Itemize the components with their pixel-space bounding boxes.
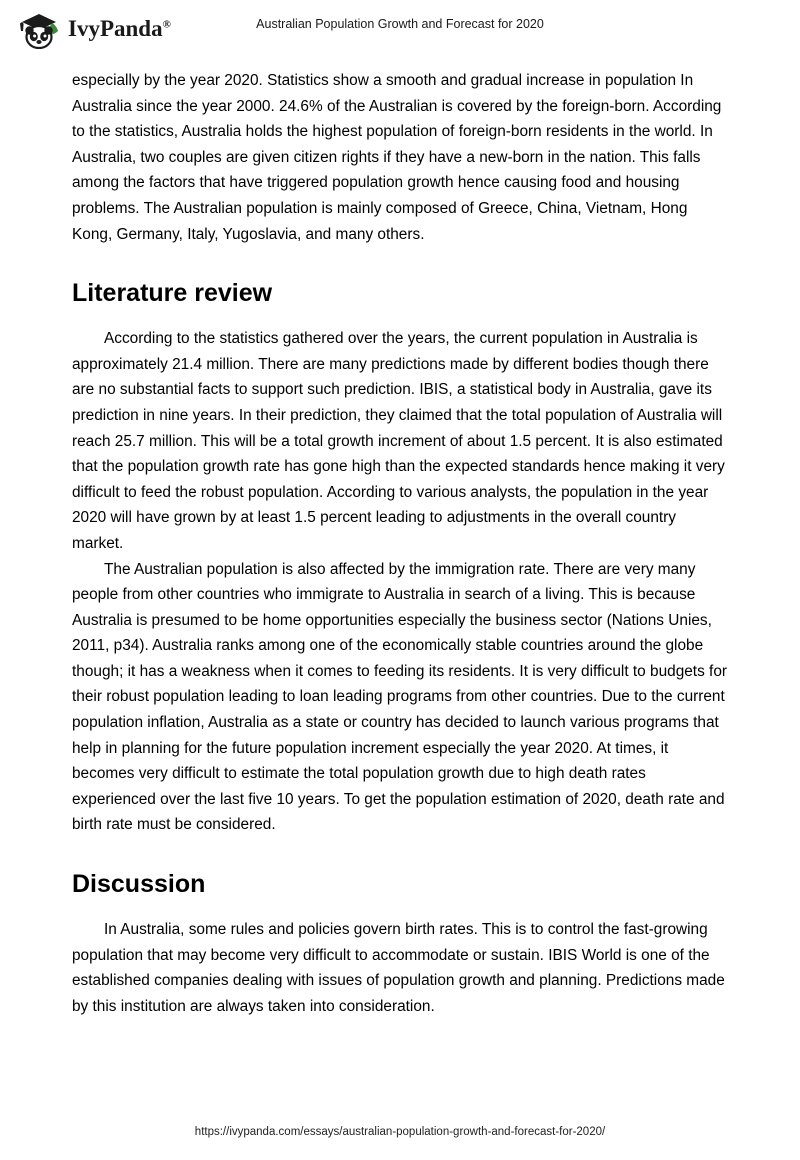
heading-literature-review: Literature review bbox=[72, 279, 273, 308]
page-header bbox=[0, 0, 800, 58]
page-footer bbox=[0, 1126, 800, 1138]
paragraph-lit-review-2: The Australian population is also affected by the immigration rate. There are very many people from other countries who immigrate to Australia in search of a living. This is because Australia is presumed to be home opportunities especially the business sector (Nations Unies, 2011, p34). Australia ranks among one of the economically stable countries around the globe though; it has a weakness when it comes to feeding its residents. It is very difficult to budgets for their robust population leading to loan leading programs from other countries. Due to the current population inflation, Australia as a state or country has decided to launch various programs that help in planning for the future population increment especially the year 2020. At times, it becomes very difficult to estimate the total population growth due to high death rates experienced over the last five 10 years. To get the population estimation of 2020, death rate and birth rate must be considered. bbox=[72, 560, 728, 834]
registered-mark: ® bbox=[162, 18, 171, 31]
paragraph-intro-continued: especially by the year 2020. Statistics show a smooth and gradual increase in population In Australia since the year 2000. 24.6% of the Australian is covered by the foreign-born. According to the statistics, Australia holds the highest population of foreign-born residents in the world. In Australia, two couples are given citizen rights if they have a new-born in the nation. This falls among the factors that have triggered population growth hence causing food and housing problems. The Australian population is mainly composed of Greece, China, Vietnam, Hong Kong, Germany, Italy, Yugoslavia, and many others. bbox=[72, 72, 722, 243]
paragraph-lit-review-1: According to the statistics gathered over the years, the current population in Australia is approximately 21.4 million. There are many predictions made by different bodies though there are no substantial facts to support such prediction. IBIS, a statistical body in Australia, gave its prediction in nine years. In their prediction, they claimed that the total population of Australia will reach 25.7 million. This will be a total growth increment of about 1.5 percent. It is also estimated that the population growth rate has gone high than the expected standards hence making it very difficult to feed the robust population. According to various analysts, the population in the year 2020 will have grown by at least 1.5 percent leading to adjustments in the overall country market. bbox=[72, 330, 725, 552]
paragraph-discussion-1: In Australia, some rules and policies govern birth rates. This is to control the fast-growing population that may become very difficult to accommodate or sustain. IBIS World is one of the established companies dealing with issues of population growth and planning. Predictions made by this institution are always taken into consideration. bbox=[72, 921, 725, 1015]
document-title: Australian Population Growth and Forecast for 2020 bbox=[256, 17, 544, 31]
source-url-link[interactable]: https://ivypanda.com/essays/australian-population-growth-and-forecast-for-2020/ bbox=[194, 1126, 606, 1138]
heading-discussion: Discussion bbox=[72, 870, 206, 899]
document-body bbox=[72, 68, 728, 1019]
brand-name-text: IvyPanda bbox=[68, 16, 163, 41]
